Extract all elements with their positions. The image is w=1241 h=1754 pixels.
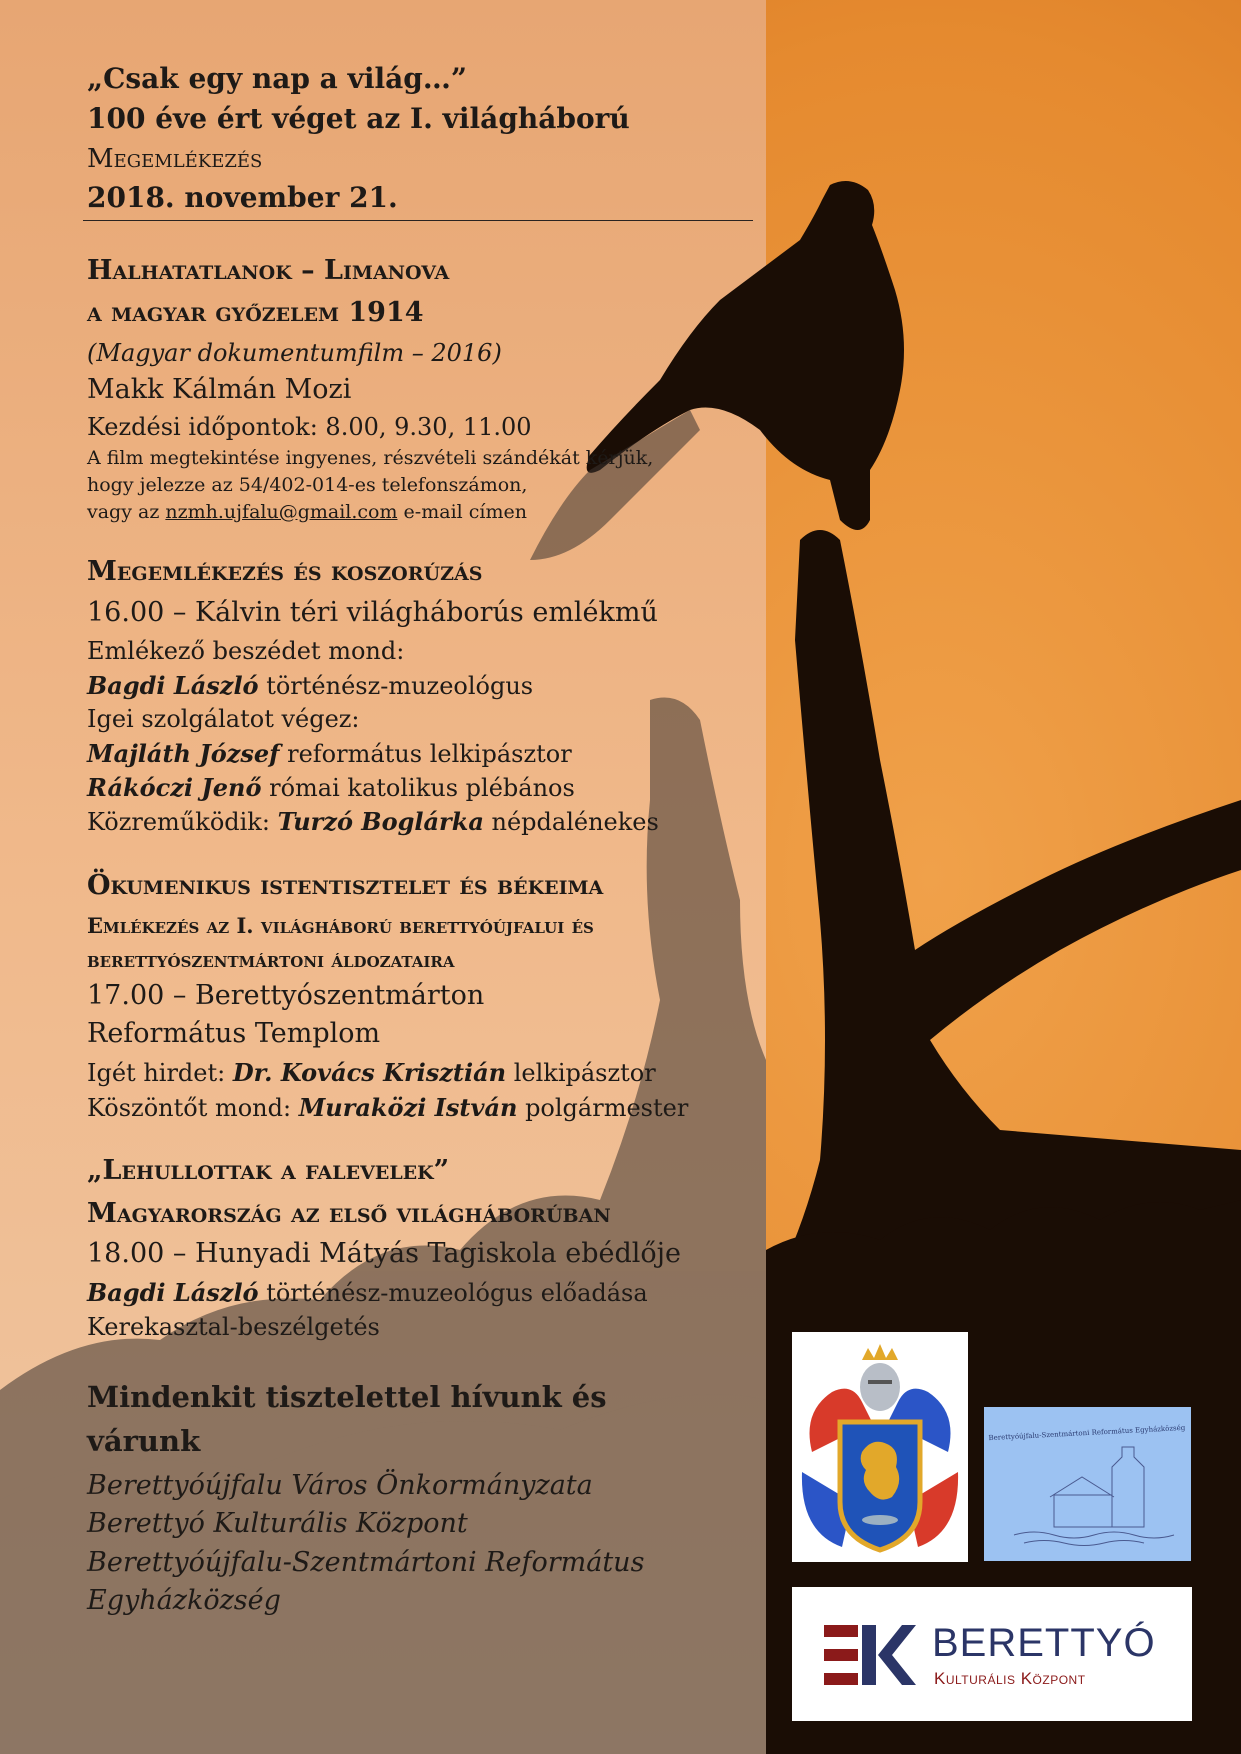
ecumenical-sub2: berettyószentmártoni áldozataira [87, 947, 455, 972]
lecture-title1: „Lehullottak a falevelek” [87, 1155, 450, 1186]
event-kind: Megemlékezés [87, 144, 263, 174]
greeting-name: Muraközi István [298, 1093, 518, 1122]
church-logo-text: Berettyóújfalu-Szentmártoni Református Egyházközség [988, 1423, 1186, 1443]
organizer-1: Berettyóújfalu Város Önkormányzata [87, 1470, 593, 1501]
info-suffix: e-mail címen [397, 501, 527, 523]
ecumenical-church: Református Templom [87, 1018, 381, 1049]
lecture-speaker [87, 1278, 648, 1307]
ecumenical-greeting [87, 1093, 688, 1122]
bkk-sub-text: Kulturális Központ [934, 1669, 1086, 1688]
greeting-intro: Köszöntőt mond: [87, 1094, 299, 1122]
film-info-line3 [87, 501, 527, 523]
ecumenical-sub1: Emlékezés az I. világháború berettyóújfalui és [87, 913, 594, 938]
bkk-logo [792, 1587, 1192, 1721]
pastor1-name: Majláth József [87, 739, 280, 768]
ecumenical-title: Ökumenikus istentisztelet és békeima [87, 870, 604, 901]
sermon-intro: Igét hirdet: [87, 1059, 233, 1087]
lecture-speaker-role: történész-muzeológus előadása [258, 1279, 648, 1307]
lecture-title2: Magyarország az első világháborúban [87, 1198, 611, 1229]
memorial-speaker [87, 671, 533, 700]
info-prefix: vagy az [87, 501, 166, 523]
memorial-service-intro: Igei szolgálatot végez: [87, 705, 360, 733]
pastor2-role: római katolikus plébános [261, 774, 575, 802]
performer-name: Turzó Boglárka [277, 807, 484, 836]
film-venue: Makk Kálmán Mozi [87, 374, 352, 405]
memorial-time-place: 16.00 – Kálvin téri világháborús emlékmű [87, 597, 658, 628]
coat-of-arms-icon [792, 1332, 968, 1562]
performer-role: népdalénekes [483, 808, 659, 836]
ecumenical-time-place: 17.00 – Berettyószentmárton [87, 980, 485, 1011]
lecture-time-place: 18.00 – Hunyadi Mátyás Tagiskola ebédlője [87, 1238, 681, 1269]
pastor2-name: Rákóczi Jenő [87, 773, 262, 802]
performer-intro: Közreműködik: [87, 808, 278, 836]
film-times: Kezdési időpontok: 8.00, 9.30, 11.00 [87, 413, 532, 441]
memorial-title: Megemlékezés és koszorúzás [87, 556, 483, 587]
coat-of-arms-logo [792, 1332, 968, 1562]
quote-title: „Csak egy nap a világ…” [87, 62, 467, 95]
memorial-pastor1 [87, 739, 572, 768]
memorial-pastor2 [87, 773, 575, 802]
sermon-name: Dr. Kovács Krisztián [232, 1058, 507, 1087]
event-date: 2018. november 21. [87, 181, 398, 214]
film-title-line2: a magyar győzelem 1914 [87, 297, 424, 328]
sermon-role: lelkipásztor [506, 1059, 656, 1087]
header-divider [83, 220, 753, 221]
film-info-line1: A film megtekintése ingyenes, részvételi szándékát kérjük, [87, 447, 654, 469]
film-info-line2: hogy jelezze az 54/402-014-es telefonszámon, [87, 474, 528, 496]
organizer-3-line1: Berettyóújfalu-Szentmártoni Református [87, 1547, 645, 1578]
organizer-2: Berettyó Kulturális Központ [87, 1508, 468, 1539]
speaker-name: Bagdi László [87, 671, 259, 700]
ecumenical-sermon [87, 1058, 656, 1087]
church-logo [984, 1407, 1191, 1561]
greeting-role: polgármester [517, 1094, 689, 1122]
invite-line1: Mindenkit tisztelettel hívunk és [87, 1380, 607, 1414]
memorial-performer [87, 807, 659, 836]
lecture-extra: Kerekasztal-beszélgetés [87, 1313, 380, 1341]
film-note: (Magyar dokumentumfilm – 2016) [87, 339, 502, 367]
church-icon [984, 1407, 1191, 1561]
bkk-main-text: BERETTYÓ [932, 1621, 1156, 1665]
memorial-speech-intro: Emlékező beszédet mond: [87, 637, 405, 665]
pastor1-role: református lelkipásztor [279, 740, 572, 768]
organizer-3-line2: Egyházközség [87, 1585, 281, 1616]
subtitle: 100 éve ért véget az I. világháború [87, 102, 630, 135]
email-link[interactable]: nzmh.ujfalu@gmail.com [165, 501, 398, 523]
film-title-line1: Halhatatlanok – Limanova [87, 255, 450, 286]
invite-line2: várunk [87, 1424, 201, 1458]
lecture-speaker-name: Bagdi László [87, 1278, 259, 1307]
speaker-role: történész-muzeológus [258, 672, 534, 700]
